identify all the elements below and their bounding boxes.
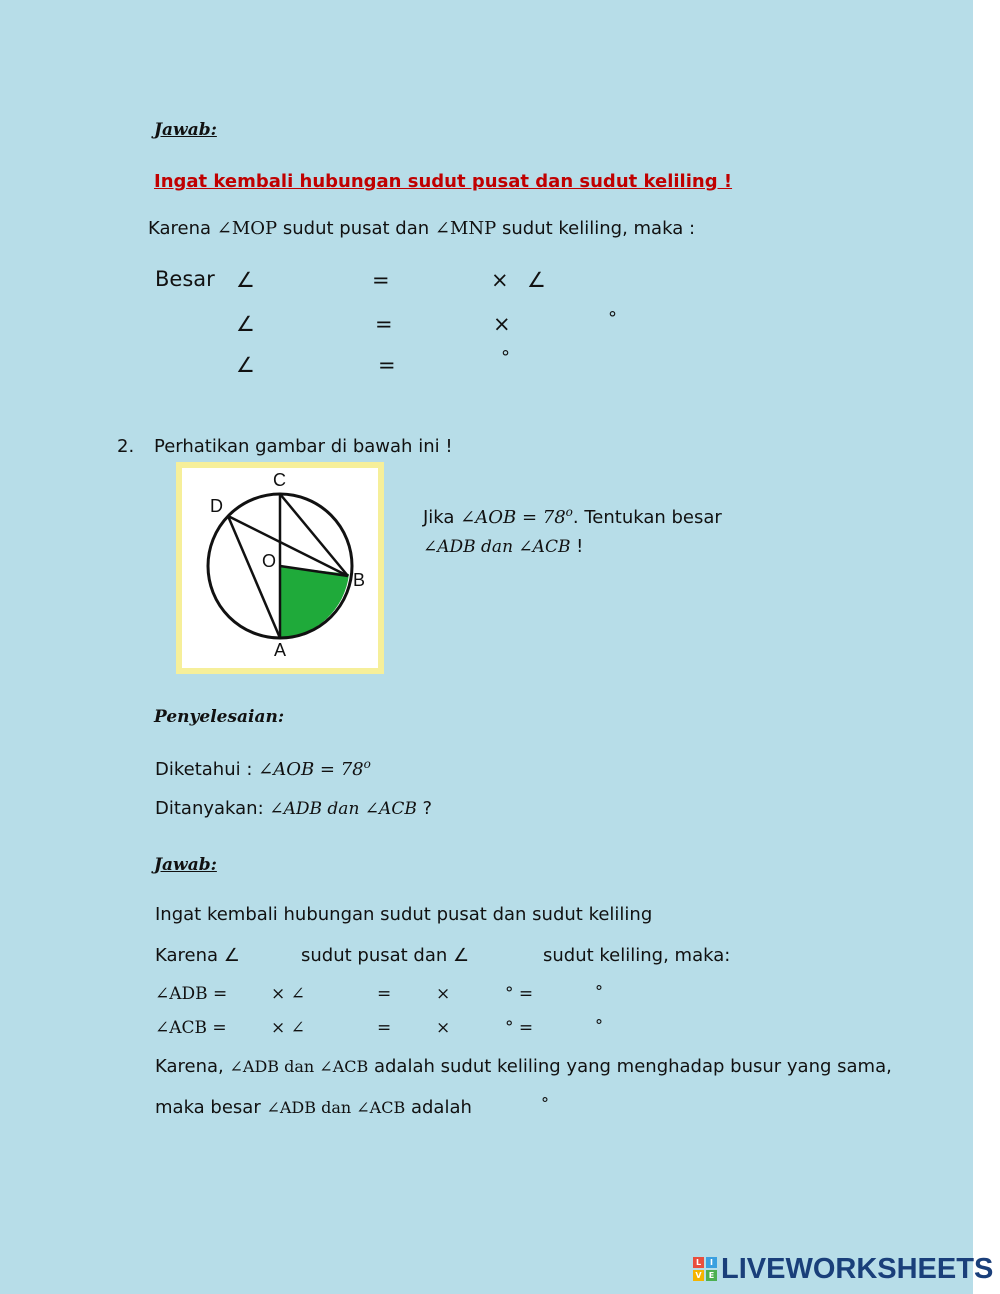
acb-degree: ° [595, 1016, 603, 1035]
adb-degree: ° [595, 982, 603, 1001]
adb-degree-equals: ° = [505, 984, 534, 1004]
label-a: A [274, 640, 287, 660]
ditanyakan-line: Ditanyakan: ∠ADB dan ∠ACB ? [155, 798, 433, 819]
problem-prompt: Perhatikan gambar di bawah ini ! [154, 436, 453, 457]
liveworksheets-logo [693, 1254, 993, 1284]
question-line-1: Jika ∠AOB = $78^o$. Tentukan besar [423, 505, 722, 528]
ingat-line: Ingat kembali hubungan sudut pusat dan sudut keliling [155, 904, 653, 925]
jawab-label-2: Jawab: [154, 855, 217, 875]
logo-grid-icon: L I V E [693, 1257, 717, 1281]
row1-angle: ∠ [236, 268, 255, 292]
row3-equals: = [378, 353, 396, 377]
row3-degree: ° [501, 347, 510, 368]
karena-line-2-suffix: sudut keliling, maka: [543, 945, 731, 966]
row1-times: × [491, 268, 509, 292]
adb-equals: = [377, 984, 392, 1004]
karena-line-2-prefix: Karena ∠ [155, 945, 240, 966]
penyelesaian-label: Penyelesaian: [154, 707, 285, 727]
adb-times: × [436, 984, 451, 1004]
label-b: B [353, 570, 366, 590]
row1-angle2: ∠ [527, 268, 546, 292]
label-o: O [262, 551, 277, 571]
acb-degree-equals: ° = [505, 1018, 534, 1038]
adb-times-angle: × ∠ [271, 984, 305, 1004]
diketahui-line: Diketahui : ∠AOB = $78^o$ [155, 757, 371, 780]
acb-equals: = [377, 1018, 392, 1038]
row1-equals: = [372, 268, 390, 292]
chord-da [228, 516, 280, 638]
label-c-top: C [273, 470, 286, 490]
row2-times: × [493, 312, 511, 336]
question-line-2: ∠ADB dan ∠ACB ! [423, 536, 584, 557]
karena-line-1: Karena ∠MOP sudut pusat dan ∠MNP sudut keliling, maka : [148, 218, 696, 239]
row2-equals: = [375, 312, 393, 336]
label-d: D [210, 496, 223, 516]
angle-aob-fill [280, 566, 349, 638]
acb-label: ∠ACB = [155, 1018, 227, 1038]
adb-label: ∠ADB = [155, 984, 228, 1004]
jawab-label-1: Jawab: [154, 120, 217, 140]
besar-label: Besar [155, 267, 215, 291]
karena-line-2-mid: sudut pusat dan ∠ [301, 945, 470, 966]
acb-times: × [436, 1018, 451, 1038]
row2-degree: ° [608, 308, 617, 329]
circle-figure [176, 462, 384, 674]
conclusion-degree: ° [541, 1094, 549, 1113]
problem-number: 2. [117, 436, 135, 457]
reminder-text: Ingat kembali hubungan sudut pusat dan sudut keliling ! [154, 171, 733, 192]
conclusion-line-2: maka besar ∠ADB dan ∠ACB adalah [155, 1097, 472, 1118]
row2-angle: ∠ [236, 312, 255, 336]
circle-diagram [176, 462, 384, 674]
conclusion-line-1: Karena, ∠ADB dan ∠ACB adalah sudut keliling yang menghadap busur yang sama, [155, 1056, 892, 1077]
chord-cb [280, 494, 348, 576]
row3-angle: ∠ [236, 353, 255, 377]
logo-wordmark: LIVEWORKSHEETS [721, 1252, 994, 1285]
acb-times-angle: × ∠ [271, 1018, 305, 1038]
